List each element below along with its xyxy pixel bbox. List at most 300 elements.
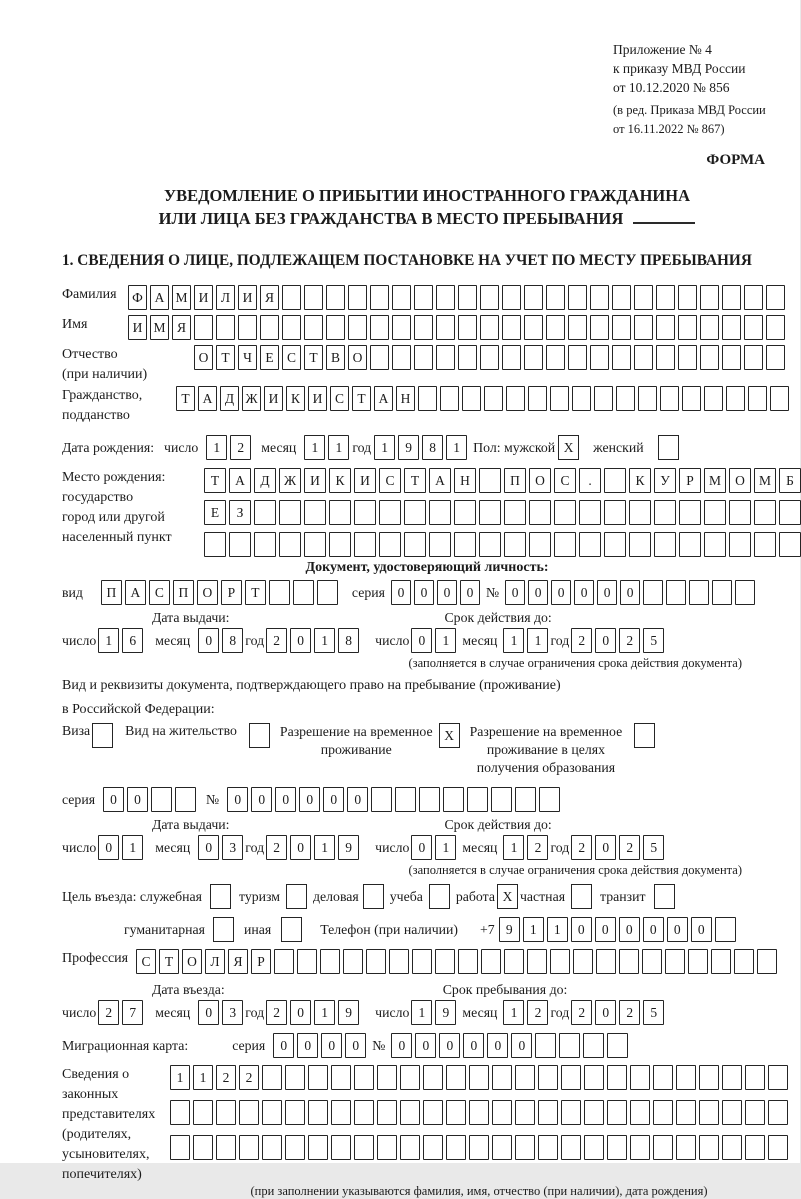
spacer [154,447,164,448]
surname-cells-cell [744,285,763,310]
surname-cells-cell: А [150,285,169,310]
residence-expiry-day-cells-cell: 0 [411,835,432,860]
migration-number-label: № [372,1037,386,1053]
residence-issue-month-cells-cell: 0 [198,835,219,860]
legal-rep-line1-cells-cell: 2 [239,1065,259,1090]
patronymic-cells-cell [370,345,389,370]
spacer [592,896,600,897]
residence-note: (заполняется в случае ограничения срока действия документа) [408,863,742,877]
legal-rep-line3-cells-cell [607,1135,627,1160]
given-name-cells-cell [370,315,389,340]
patronymic-cells-cell: О [348,345,367,370]
legal-rep-line3-cells-cell [262,1135,282,1160]
surname-cells-cell [568,285,587,310]
stay-until-month-cells-cell: 2 [527,1000,548,1025]
legal-rep-line1-cells-cell: 1 [170,1065,190,1090]
spacer [229,825,444,826]
surname-row-cells-col [128,285,785,310]
legal-rep-line3-cells-cell [216,1135,236,1160]
spacer [622,723,634,724]
birth-month-cells-cell: 1 [328,435,349,460]
id-issue-year-cells-cell: 0 [290,628,311,653]
id-expiry-year-cells-cell: 0 [595,628,616,653]
residence-number-cells-cell: 0 [347,787,368,812]
birth-place-line2-cells-cell [429,500,451,525]
citizenship-cells-cell: Д [220,386,239,411]
given-name-row [62,315,792,340]
issue-date-header: Дата выдачи: [152,817,230,832]
legal-rep-line3-cells-cell [538,1135,558,1160]
id-expiry-month-cells [503,628,548,653]
title-line-2-text: ИЛИ ЛИЦА БЕЗ ГРАЖДАНСТВА В МЕСТО ПРЕБЫВАНИЯ [158,209,624,228]
spacer [198,447,206,448]
id-doc-type-cells-cell: Р [221,580,242,605]
birth-place-line2-cells-cell [754,500,776,525]
stay-until-day-cells-cell: 9 [435,1000,456,1025]
entry-date-headers [62,982,792,998]
profession-cells-cell [435,949,455,974]
temp-residence-checkbox: X [439,723,460,748]
citizenship-cells-cell [726,386,745,411]
year-label: год [550,839,570,855]
given-name-cells-cell [216,315,235,340]
phone-cells-cell: 0 [667,917,688,942]
surname-cells-cell [612,285,631,310]
stay-until-day-cells [411,1000,456,1025]
given-name-cells-cell [326,315,345,340]
given-name-cells [128,315,785,340]
migration-series-cells-cell: 0 [345,1033,366,1058]
surname-row-label-line: Фамилия [62,287,117,302]
patronymic-row-cells-col [194,345,785,370]
surname-cells-cell [502,285,521,310]
surname-cells-cell [370,285,389,310]
given-name-cells-cell [546,315,565,340]
spacer [644,447,658,448]
profession-cells-cell [320,949,340,974]
legal-rep-line1-cells-cell [331,1065,351,1090]
residence-doc-type-row [62,723,792,777]
legal-rep-line1-cells-cell [745,1065,765,1090]
patronymic-cells-cell [590,345,609,370]
birth-place-line3-cells-cell [504,532,526,557]
citizenship-cells-cell [572,386,591,411]
purpose-official-checkbox [210,884,231,909]
male-checkbox: X [558,435,579,460]
given-name-cells-cell [568,315,587,340]
legal-representatives-row-label-line: (родителях, [62,1127,132,1142]
entry-purpose-row [62,884,792,909]
surname-cells-cell [722,285,741,310]
legal-rep-line3-cells-cell [170,1135,190,1160]
entry-year-cells [266,1000,359,1025]
purpose-transit-checkbox [654,884,675,909]
residence-series-cells-cell: 0 [103,787,124,812]
spacer [359,640,375,641]
profession-cells-cell: Я [228,949,248,974]
legal-rep-line1-cells-cell: 2 [216,1065,236,1090]
legal-rep-line3-cells-cell [630,1135,650,1160]
residence-expiry-month-cells [503,835,548,860]
phone-cells-cell: 1 [523,917,544,942]
spacer [338,592,352,593]
id-doc-series-cells-cell: 0 [460,580,480,605]
id-doc-heading: Документ, удостоверяющий личность: [305,560,549,575]
surname-cells-cell [700,285,719,310]
profession-cells-cell [642,949,662,974]
spacer [202,896,210,897]
surname-cells-cell: Я [260,285,279,310]
birth-place-line3-cells-cell [779,532,801,557]
day-label: число [164,439,199,455]
entry-month-cells-cell: 0 [198,1000,219,1025]
birth-place-line1-cells-cell: Р [679,468,701,493]
birth-place-line1-cells-cell: Б [779,468,801,493]
surname-row [62,285,792,310]
id-issue-day-cells-cell: 6 [122,628,143,653]
phone-label: Телефон (при наличии) [320,921,459,937]
birth-place-line2-cells-cell [529,500,551,525]
patronymic-cells-cell [414,345,433,370]
birth-place-line2-cells-cell [379,500,401,525]
given-name-cells-cell: М [150,315,169,340]
profession-row-label [62,949,136,969]
id-doc-type-cells-cell: С [149,580,170,605]
entry-day-cells-cell: 2 [98,1000,119,1025]
female-checkbox [658,435,679,460]
legal-rep-line2-cells [170,1100,788,1125]
patronymic-row-label-line: Отчество [62,347,118,362]
legal-rep-line3-cells-cell [745,1135,765,1160]
residence-permit-checkbox [249,723,270,748]
spacer [229,618,444,619]
profession-cells-cell [366,949,386,974]
migration-number-cells-cell: 0 [391,1033,412,1058]
birth-place-line1-cells-cell: О [729,468,751,493]
spacer [143,847,155,848]
entry-year-cells-cell: 9 [338,1000,359,1025]
surname-cells-cell [348,285,367,310]
legal-rep-line2-cells-cell [377,1100,397,1125]
profession-cells-cell [550,949,570,974]
birth-year-cells-cell: 9 [398,435,419,460]
birth-place-line1-cells-cell: К [629,468,651,493]
surname-cells-cell: М [172,285,191,310]
residence-series-label: серия [62,791,96,807]
section1-heading: 1. СВЕДЕНИЯ О ЛИЦЕ, ПОДЛЕЖАЩЕМ ПОСТАНОВКЕ НА УЧЕТ ПО МЕСТУ ПРЕБЫВАНИЯ [62,252,752,269]
id-doc-number-cells-cell: 0 [620,580,640,605]
migration-number-cells-cell: 0 [439,1033,460,1058]
year-label: год [550,1004,570,1020]
temp-residence-education-label [470,723,623,777]
legal-representatives-row-label-line: усыновителях, [62,1147,150,1162]
profession-cells-cell [596,949,616,974]
citizenship-cells-cell: А [374,386,393,411]
form-label: ФОРМА [706,152,765,168]
citizenship-cells-cell: Т [352,386,371,411]
spacer [359,847,375,848]
birth-place-row-cells-col [204,468,801,557]
citizenship-cells-cell [550,386,569,411]
phone-prefix: +7 [480,921,495,937]
issue-date-header: Дата выдачи: [152,610,230,625]
legal-rep-line3-cells-cell [653,1135,673,1160]
residence-issue-day-cells [98,835,143,860]
surname-cells-cell [458,285,477,310]
birth-place-line3-cells-cell [454,532,476,557]
birth-place-line3-cells-cell [429,532,451,557]
legal-rep-line2-cells-cell [423,1100,443,1125]
legal-rep-line1-cells-cell [515,1065,535,1090]
title-line-2 [62,207,792,230]
id-expiry-year-cells-cell: 2 [571,628,592,653]
purpose-humanitarian-checkbox [213,917,234,942]
profession-cells-cell [527,949,547,974]
citizenship-row-label-line: подданство [62,408,130,423]
profession-cells-cell [757,949,777,974]
temp-residence-label-line: проживание [320,742,392,757]
month-label: месяц [462,839,498,855]
phone-cells-cell: 9 [499,917,520,942]
spacer [143,640,155,641]
legal-rep-line3-cells-cell [239,1135,259,1160]
stay-until-year-cells-cell: 0 [595,1000,616,1025]
residence-number-cells-cell [371,787,392,812]
purpose-official-label: Цель въезда: служебная [62,888,203,904]
visa-checkbox [92,723,113,748]
residence-expiry-year-cells-cell: 5 [643,835,664,860]
spacer [95,799,103,800]
residence-issue-year-cells-cell: 2 [266,835,287,860]
given-name-row-cells-col [128,315,785,340]
given-name-cells-cell [194,315,213,340]
profession-cells-cell [458,949,478,974]
citizenship-row-label [62,386,176,426]
legal-rep-line1-cells-cell [538,1065,558,1090]
birth-place-line2-cells-cell: Е [204,500,226,525]
residence-issue-month-cells [198,835,243,860]
legal-rep-line2-cells-cell [239,1100,259,1125]
birth-place-line1-cells-cell: С [379,468,401,493]
birth-place-line2-cells [204,500,801,525]
patronymic-cells-cell: Т [304,345,323,370]
legal-rep-line2-cells-cell [538,1100,558,1125]
birth-date-label: Дата рождения: [62,439,155,455]
patronymic-cells-cell [568,345,587,370]
spacer [579,447,593,448]
stay-until-year-cells [571,1000,664,1025]
legal-rep-line2-cells-cell [170,1100,190,1125]
sex-female-label: женский [593,439,644,455]
birth-place-line1-cells-cell [479,468,501,493]
legal-rep-line3-cells-cell [377,1135,397,1160]
purpose-private-label: частная [519,888,566,904]
legal-rep-line3-cells-cell [354,1135,374,1160]
day-label: число [62,1004,97,1020]
spacer [205,929,213,930]
title-line-1: УВЕДОМЛЕНИЕ О ПРИБЫТИИ ИНОСТРАННОГО ГРАЖДАНИНА [163,186,691,205]
birth-place-line2-cells-cell [779,500,801,525]
given-name-cells-cell [612,315,631,340]
given-name-cells-cell [678,315,697,340]
sex-male-label: Пол: мужской [473,439,556,455]
citizenship-cells-cell [704,386,723,411]
citizenship-cells-cell [440,386,459,411]
birth-place-line3-cells-cell [654,532,676,557]
stay-until-day-cells-cell: 1 [411,1000,432,1025]
stay-until-year-cells-cell: 5 [643,1000,664,1025]
profession-cells-cell [389,949,409,974]
spacer [231,896,239,897]
citizenship-row [62,386,792,426]
patronymic-cells-cell: Т [216,345,235,370]
title-blank-line [633,222,695,224]
birth-place-line1-cells-cell: У [654,468,676,493]
surname-cells-cell [414,285,433,310]
birth-place-row [62,468,792,557]
residence-issue-year-cells-cell: 0 [290,835,311,860]
stay-until-header: Срок пребывания до: [442,982,568,997]
phone-cells-cell [715,917,736,942]
id-expiry-day-cells-cell: 0 [411,628,432,653]
id-doc-type-cells-cell: Т [245,580,266,605]
birth-place-line3-cells [204,532,801,557]
temp-residence-education-label-line: получения образования [476,760,616,775]
id-issue-month-cells-cell: 8 [222,628,243,653]
phone-cells-cell: 0 [643,917,664,942]
birth-place-line3-cells-cell [379,532,401,557]
surname-cells-cell: И [238,285,257,310]
residence-number-cells-cell: 0 [299,787,320,812]
given-name-cells-cell [634,315,653,340]
legal-rep-line2-cells-cell [285,1100,305,1125]
legal-rep-line1-cells-cell [607,1065,627,1090]
id-expiry-day-cells-cell: 1 [435,628,456,653]
legal-rep-line3-cells-cell [561,1135,581,1160]
surname-cells-cell [392,285,411,310]
profession-cells-cell [734,949,754,974]
profession-cells-cell [619,949,639,974]
id-expiry-month-cells-cell: 1 [503,628,524,653]
legal-rep-line3-cells-cell [722,1135,742,1160]
patronymic-cells-cell [436,345,455,370]
entry-day-cells [98,1000,143,1025]
birth-place-row-label-line: государство [62,490,134,505]
migration-number-cells-cell [607,1033,628,1058]
legal-rep-line2-cells-cell [584,1100,604,1125]
id-doc-number-cells-cell: 0 [597,580,617,605]
id-doc-number-cells-cell [666,580,686,605]
profession-cells-cell: С [136,949,156,974]
migration-series-cells-cell: 0 [297,1033,318,1058]
profession-row [62,949,792,974]
spacer [188,1045,232,1046]
entry-date-header: Дата въезда: [152,982,225,997]
purpose-private-checkbox [571,884,592,909]
stay-until-year-cells-cell: 2 [619,1000,640,1025]
id-doc-note: (заполняется в случае ограничения срока действия документа) [408,656,742,670]
given-name-cells-cell [766,315,785,340]
id-doc-type-cells-cell: А [125,580,146,605]
document-title [62,184,792,230]
id-doc-number-cells-cell [689,580,709,605]
birth-day-cells-cell: 1 [206,435,227,460]
id-doc-number-cells-cell: 0 [574,580,594,605]
legal-rep-line1-cells-cell [768,1065,788,1090]
legal-rep-line3-cells-cell [331,1135,351,1160]
legal-rep-line2-cells-cell [216,1100,236,1125]
id-doc-number-cells-cell [643,580,663,605]
birth-place-line3-cells-cell [279,532,301,557]
birth-place-line1-cells-cell: А [229,468,251,493]
migration-series-cells [273,1033,366,1058]
id-issue-year-cells-cell: 8 [338,628,359,653]
patronymic-cells-cell [524,345,543,370]
residence-doc-intro-1: Вид и реквизиты документа, подтверждающего право на пребывание (проживание) [62,678,561,693]
residence-number-cells-cell: 0 [227,787,248,812]
migration-series-cells-cell: 0 [321,1033,342,1058]
birth-year-cells-cell: 1 [374,435,395,460]
temp-residence-label-line: Разрешение на временное [279,724,433,739]
citizenship-cells-cell [484,386,503,411]
given-name-row-label-line: Имя [62,317,88,332]
residence-expiry-year-cells-cell: 2 [571,835,592,860]
legal-representatives-row-label-line: попечителях) [62,1167,142,1182]
birth-day-cells [206,435,251,460]
birth-place-line2-cells-cell: З [229,500,251,525]
birth-place-line3-cells-cell [604,532,626,557]
patronymic-cells-cell: О [194,345,213,370]
id-doc-series-cells-cell: 0 [391,580,411,605]
residence-expiry-year-cells-cell: 0 [595,835,616,860]
birth-place-row-label-line: Место рождения: [62,470,166,485]
surname-cells-cell [326,285,345,310]
legal-rep-line3-cells-cell [400,1135,420,1160]
birth-place-line3-cells-cell [529,532,551,557]
birth-place-line1-cells-cell: М [704,468,726,493]
surname-cells-cell [524,285,543,310]
id-expiry-month-cells-cell: 1 [527,628,548,653]
purpose-study-label: учеба [389,888,423,904]
appendix-line-2: к приказу МВД России [613,61,746,76]
citizenship-cells-cell: К [286,386,305,411]
residence-number-cells-cell: 0 [251,787,272,812]
legal-representatives-row-label-line: представителях [62,1107,156,1122]
birth-place-line2-cells-cell [479,500,501,525]
profession-cells-cell [688,949,708,974]
birth-place-line1-cells-cell: С [554,468,576,493]
birth-place-line3-cells-cell [229,532,251,557]
residence-expiry-month-cells-cell: 2 [527,835,548,860]
surname-cells-cell [546,285,565,310]
purpose-humanitarian-label: гуманитарная [124,921,205,937]
residence-number-cells-cell [443,787,464,812]
legal-representatives-row-label-line: Сведения о [62,1067,130,1082]
surname-cells-cell [634,285,653,310]
id-doc-number-cells [505,580,755,605]
legal-rep-line2-cells-cell [492,1100,512,1125]
patronymic-cells-cell [766,345,785,370]
id-doc-number-label: № [485,584,500,600]
id-doc-row [62,580,792,605]
birth-place-line3-cells-cell [204,532,226,557]
legal-rep-line2-cells-cell [745,1100,765,1125]
id-doc-number-cells-cell [735,580,755,605]
temp-residence-education-checkbox [634,723,655,748]
spacer [296,447,304,448]
surname-cells-cell [282,285,301,310]
given-name-cells-cell [744,315,763,340]
